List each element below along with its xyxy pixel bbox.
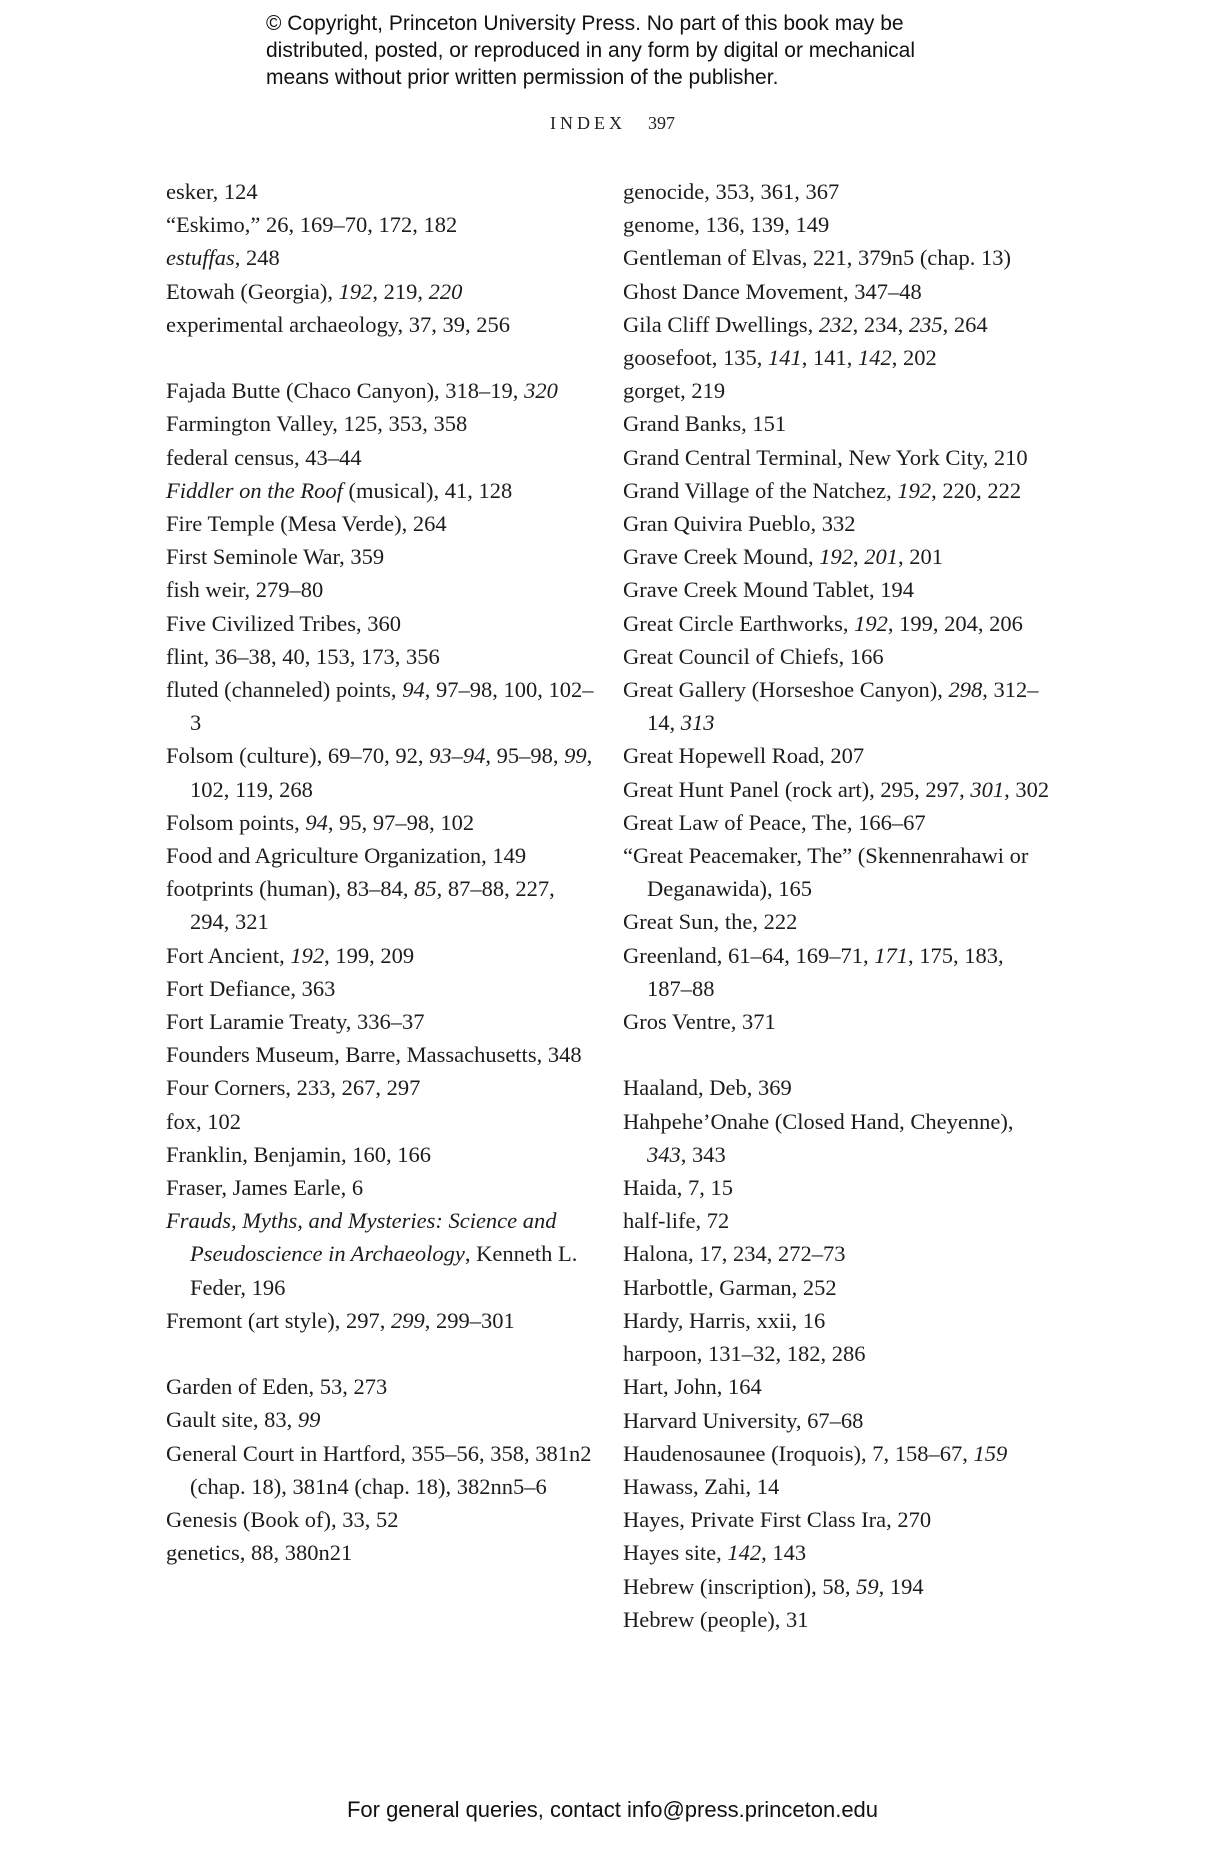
index-column-left (166, 175, 596, 1570)
text-segment: Fort Ancient, (166, 942, 291, 968)
text-segment: Ghost Dance Movement, 347–48 (623, 278, 922, 304)
text-segment: , 201 (897, 544, 943, 570)
index-entry (623, 308, 1053, 341)
italic-segment: 141 (768, 345, 802, 371)
index-entry (623, 275, 1053, 308)
text-segment: Grand Banks, 151 (623, 411, 787, 437)
index-entry (166, 1503, 596, 1536)
index-entry (166, 1370, 596, 1403)
text-segment: goosefoot, 135, (623, 345, 768, 371)
index-entry (166, 1005, 596, 1038)
text-segment: Haida, 7, 15 (623, 1175, 733, 1201)
text-segment: Great Sun, the, 222 (623, 909, 798, 935)
text-segment: genetics, 88, 380n21 (166, 1540, 353, 1566)
index-entry (166, 1038, 596, 1071)
italic-segment: 343 (647, 1141, 681, 1167)
italic-segment: 99 (297, 1407, 321, 1433)
copyright-line: © Copyright, Princeton University Press. No part of this book may be (266, 12, 904, 35)
italic-segment: 299 (390, 1307, 425, 1333)
text-segment: fox, 102 (166, 1108, 241, 1134)
text-segment: Etowah (Georgia), (166, 278, 339, 304)
text-segment: Gila Cliff Dwellings, (623, 311, 819, 337)
text-segment: Halona, 17, 234, 272–73 (623, 1241, 846, 1267)
italic-segment: 94 (402, 677, 425, 703)
index-column-right (623, 175, 1053, 1636)
text-segment: Fajada Butte (Chaco Canyon), 318–19, (166, 378, 525, 404)
italic-segment: 220 (428, 278, 463, 304)
index-entry (623, 1337, 1053, 1370)
italic-segment: 298 (948, 677, 983, 703)
text-segment: gorget, 219 (623, 378, 726, 404)
text-segment: fluted (channeled) points, (166, 677, 403, 703)
index-entry (166, 640, 596, 673)
text-segment: Fraser, James Earle, 6 (166, 1175, 364, 1201)
text-segment: Garden of Eden, 53, 273 (166, 1374, 388, 1400)
text-segment: Great Hunt Panel (rock art), 295, 297, (623, 776, 971, 802)
text-segment: , 312–14, (647, 677, 1039, 736)
italic-segment: Frauds, Myths, and Mysteries: Science and Pseudoscience in Archaeology (166, 1208, 557, 1267)
text-segment: flint, 36–38, 40, 153, 173, 356 (166, 643, 440, 669)
index-entry (623, 1271, 1053, 1304)
text-segment: Great Hopewell Road, 207 (623, 743, 865, 769)
italic-segment: estuffas (166, 245, 235, 271)
text-segment: Hayes site, (623, 1540, 728, 1566)
italic-segment: 142 (727, 1540, 762, 1566)
text-segment: , 87–88, 227, 294, 321 (190, 876, 555, 935)
text-segment: , 175, 183, 187–88 (647, 942, 1004, 1001)
index-entry (623, 839, 1053, 905)
index-entry (166, 972, 596, 1005)
index-entry (623, 1304, 1053, 1337)
index-entry (623, 1005, 1053, 1038)
text-segment: (musical), 41, 128 (342, 477, 513, 503)
text-segment: esker, 124 (166, 179, 258, 204)
index-entry (166, 275, 596, 308)
index-entry (623, 640, 1053, 673)
index-entry (623, 573, 1053, 606)
index-entry (623, 1404, 1053, 1437)
index-entry (623, 241, 1053, 274)
text-segment: Farmington Valley, 125, 353, 358 (166, 411, 468, 437)
index-entry (166, 1304, 596, 1337)
italic-segment: 94 (305, 809, 328, 835)
text-segment: , 202 (891, 345, 937, 371)
index-entry (166, 241, 596, 274)
text-segment: , Kenneth L. Feder, 196 (190, 1241, 578, 1300)
index-entry (166, 1204, 596, 1304)
letter-group-gap (166, 341, 596, 374)
index-entry (623, 1237, 1053, 1270)
footer-contact: For general queries, contact info@press.princeton.edu (346, 1797, 879, 1822)
italic-segment: 99 (564, 743, 587, 769)
text-segment: Hart, John, 164 (623, 1374, 762, 1400)
italic-segment: 192 (854, 610, 888, 636)
running-head (0, 113, 1225, 134)
index-entry (623, 507, 1053, 540)
text-segment: , 95–98, (485, 743, 565, 769)
page-number: 397 (648, 113, 675, 133)
text-segment: Hardy, Harris, xxii, 16 (623, 1307, 826, 1333)
text-segment: Franklin, Benjamin, 160, 166 (166, 1141, 431, 1167)
text-segment: , 97–98, 100, 102–3 (190, 677, 594, 736)
index-entry (166, 407, 596, 440)
text-segment: Grand Central Terminal, New York City, 210 (623, 444, 1028, 470)
index-entry (166, 175, 596, 208)
index-entry (166, 673, 596, 739)
index-entry (166, 739, 596, 805)
italic-segment: 171 (874, 942, 908, 968)
italic-segment: 85 (414, 876, 437, 902)
text-segment: Hebrew (people), 31 (623, 1606, 809, 1632)
text-segment: , 220, 222 (931, 477, 1022, 503)
italic-segment: 235 (908, 311, 943, 337)
index-entry (623, 1071, 1053, 1104)
index-entry (623, 1204, 1053, 1237)
index-entry (623, 407, 1053, 440)
text-segment: Greenland, 61–64, 169–71, (623, 942, 875, 968)
text-segment: , 264 (942, 311, 988, 337)
text-segment: Harbottle, Garman, 252 (623, 1274, 837, 1300)
italic-segment: Fiddler on the Roof (166, 477, 343, 503)
text-segment: harpoon, 131–32, 182, 286 (623, 1341, 866, 1367)
index-entry (623, 1536, 1053, 1569)
index-entry (623, 474, 1053, 507)
text-segment: Fort Defiance, 363 (166, 975, 336, 1001)
text-segment: Hahpehe’Onahe (Closed Hand, Cheyenne), (623, 1108, 1014, 1134)
italic-segment: 59 (856, 1573, 879, 1599)
index-entry (166, 540, 596, 573)
text-segment: Five Civilized Tribes, 360 (166, 610, 402, 636)
index-entry (623, 739, 1053, 772)
text-segment: Four Corners, 233, 267, 297 (166, 1075, 421, 1101)
text-segment: Fire Temple (Mesa Verde), 264 (166, 511, 447, 537)
text-segment: , 302 (1004, 776, 1050, 802)
letter-group-gap (166, 1337, 596, 1370)
index-entry (166, 374, 596, 407)
index-entry (623, 1570, 1053, 1603)
text-segment: federal census, 43–44 (166, 444, 362, 470)
copyright-line: distributed, posted, or reproduced in any form by digital or mechanical (266, 39, 916, 62)
text-segment: Fremont (art style), 297, (166, 1307, 391, 1333)
text-segment: Hawass, Zahi, 14 (623, 1473, 780, 1499)
text-segment: Great Gallery (Horseshoe Canyon), (623, 677, 949, 703)
index-entry (166, 839, 596, 872)
index-entry (623, 1437, 1053, 1470)
index-entry (166, 607, 596, 640)
text-segment: , 143 (761, 1540, 807, 1566)
italic-segment: 93–94 (429, 743, 486, 769)
index-entry (623, 1470, 1053, 1503)
index-entry (623, 441, 1053, 474)
text-segment: Gentleman of Elvas, 221, 379n5 (chap. 13) (623, 245, 1012, 271)
index-entry (166, 939, 596, 972)
text-segment: “Great Peacemaker, The” (Skennenrahawi or Deganawida), 165 (623, 843, 1029, 902)
index-entry (623, 673, 1053, 739)
index-entry (166, 208, 596, 241)
text-segment: Hebrew (inscription), 58, (623, 1573, 857, 1599)
italic-segment: 142 (858, 345, 892, 371)
text-segment: Gran Quivira Pueblo, 332 (623, 511, 856, 537)
text-segment: Gault site, 83, (166, 1407, 298, 1433)
italic-segment: 192 (338, 278, 373, 304)
index-entry (166, 474, 596, 507)
text-segment: Great Circle Earthworks, (623, 610, 855, 636)
text-segment: General Court in Hartford, 355–56, 358, 381n2 (chap. 18), 381n4 (chap. 18), 382nn5–6 (166, 1440, 592, 1499)
index-entry (166, 1105, 596, 1138)
italic-segment: 192 (819, 544, 853, 570)
index-entry (623, 1105, 1053, 1171)
text-segment: experimental archaeology, 37, 39, 256 (166, 311, 511, 337)
text-segment: , 199, 209 (324, 942, 415, 968)
index-entry (623, 540, 1053, 573)
index-entry (623, 773, 1053, 806)
text-segment: footprints (human), 83–84, (166, 876, 415, 902)
index-entry (166, 1437, 596, 1503)
index-entry (623, 939, 1053, 1005)
text-segment: half-life, 72 (623, 1208, 730, 1234)
index-entry (166, 441, 596, 474)
text-segment: , 299–301 (424, 1307, 515, 1333)
italic-segment: 301 (970, 776, 1005, 802)
text-segment: Fort Laramie Treaty, 336–37 (166, 1009, 425, 1035)
text-segment: Grand Village of the Natchez, (623, 477, 898, 503)
italic-segment: 313 (680, 710, 715, 736)
text-segment: , 248 (234, 245, 280, 271)
text-segment: “Eskimo,” 26, 169–70, 172, 182 (166, 212, 458, 238)
index-entry (166, 308, 596, 341)
section-label: INDEX (550, 113, 626, 133)
text-segment: , 95, 97–98, 102 (327, 809, 475, 835)
italic-segment: 320 (524, 378, 558, 404)
text-segment: Grave Creek Mound Tablet, 194 (623, 577, 915, 603)
text-segment: Genesis (Book of), 33, 52 (166, 1507, 399, 1533)
index-entry (623, 1171, 1053, 1204)
text-segment: Hayes, Private First Class Ira, 270 (623, 1507, 932, 1533)
text-segment: Folsom (culture), 69–70, 92, (166, 743, 430, 769)
italic-segment: 192 (290, 942, 325, 968)
text-segment: Gros Ventre, 371 (623, 1009, 776, 1035)
index-entry (166, 1071, 596, 1104)
index-entry (623, 341, 1053, 374)
italic-segment: 192 (897, 477, 932, 503)
text-segment: , 234, (852, 311, 909, 337)
text-segment: Founders Museum, Barre, Massachusetts, 348 (166, 1042, 582, 1068)
index-entry (623, 905, 1053, 938)
index-entry (623, 1370, 1053, 1403)
copyright-line: means without prior written permission of the publisher. (266, 66, 779, 89)
index-entry (623, 175, 1053, 208)
index-entry (623, 208, 1053, 241)
italic-segment: 232 (818, 311, 853, 337)
index-entry (166, 1536, 596, 1569)
italic-segment: 159 (973, 1440, 1008, 1466)
index-entry (623, 374, 1053, 407)
text-segment: Haudenosaunee (Iroquois), 7, 158–67, (623, 1440, 974, 1466)
index-entry (166, 1403, 596, 1436)
text-segment: Food and Agriculture Organization, 149 (166, 843, 527, 869)
letter-group-gap (623, 1038, 1053, 1071)
text-segment: First Seminole War, 359 (166, 544, 385, 570)
text-segment: genome, 136, 139, 149 (623, 212, 830, 238)
text-segment: genocide, 353, 361, 367 (623, 179, 840, 204)
italic-segment: 201 (864, 544, 898, 570)
text-segment: Great Law of Peace, The, 166–67 (623, 809, 926, 835)
index-entry (623, 1503, 1053, 1536)
text-segment: Folsom points, (166, 809, 306, 835)
index-entry (623, 806, 1053, 839)
text-segment: , 199, 204, 206 (887, 610, 1023, 636)
index-entry (166, 872, 596, 938)
text-segment: fish weir, 279–80 (166, 577, 324, 603)
text-segment: Grave Creek Mound, (623, 544, 820, 570)
text-segment: , 141, (801, 345, 858, 371)
text-segment: Harvard University, 67–68 (623, 1407, 864, 1433)
index-entry (166, 573, 596, 606)
index-entry (166, 806, 596, 839)
index-entry (166, 1171, 596, 1204)
index-entry (623, 607, 1053, 640)
index-entry (166, 507, 596, 540)
copyright-notice (266, 10, 1026, 91)
text-segment: , 194 (878, 1573, 924, 1599)
text-segment: Haaland, Deb, 369 (623, 1075, 792, 1101)
text-segment: , (852, 544, 865, 570)
text-segment: , 343 (680, 1141, 726, 1167)
text-segment: Great Council of Chiefs, 166 (623, 643, 884, 669)
index-entry (623, 1603, 1053, 1636)
index-entry (166, 1138, 596, 1171)
text-segment: , 219, (372, 278, 429, 304)
text-segment: , 102, 119, 268 (190, 743, 593, 802)
